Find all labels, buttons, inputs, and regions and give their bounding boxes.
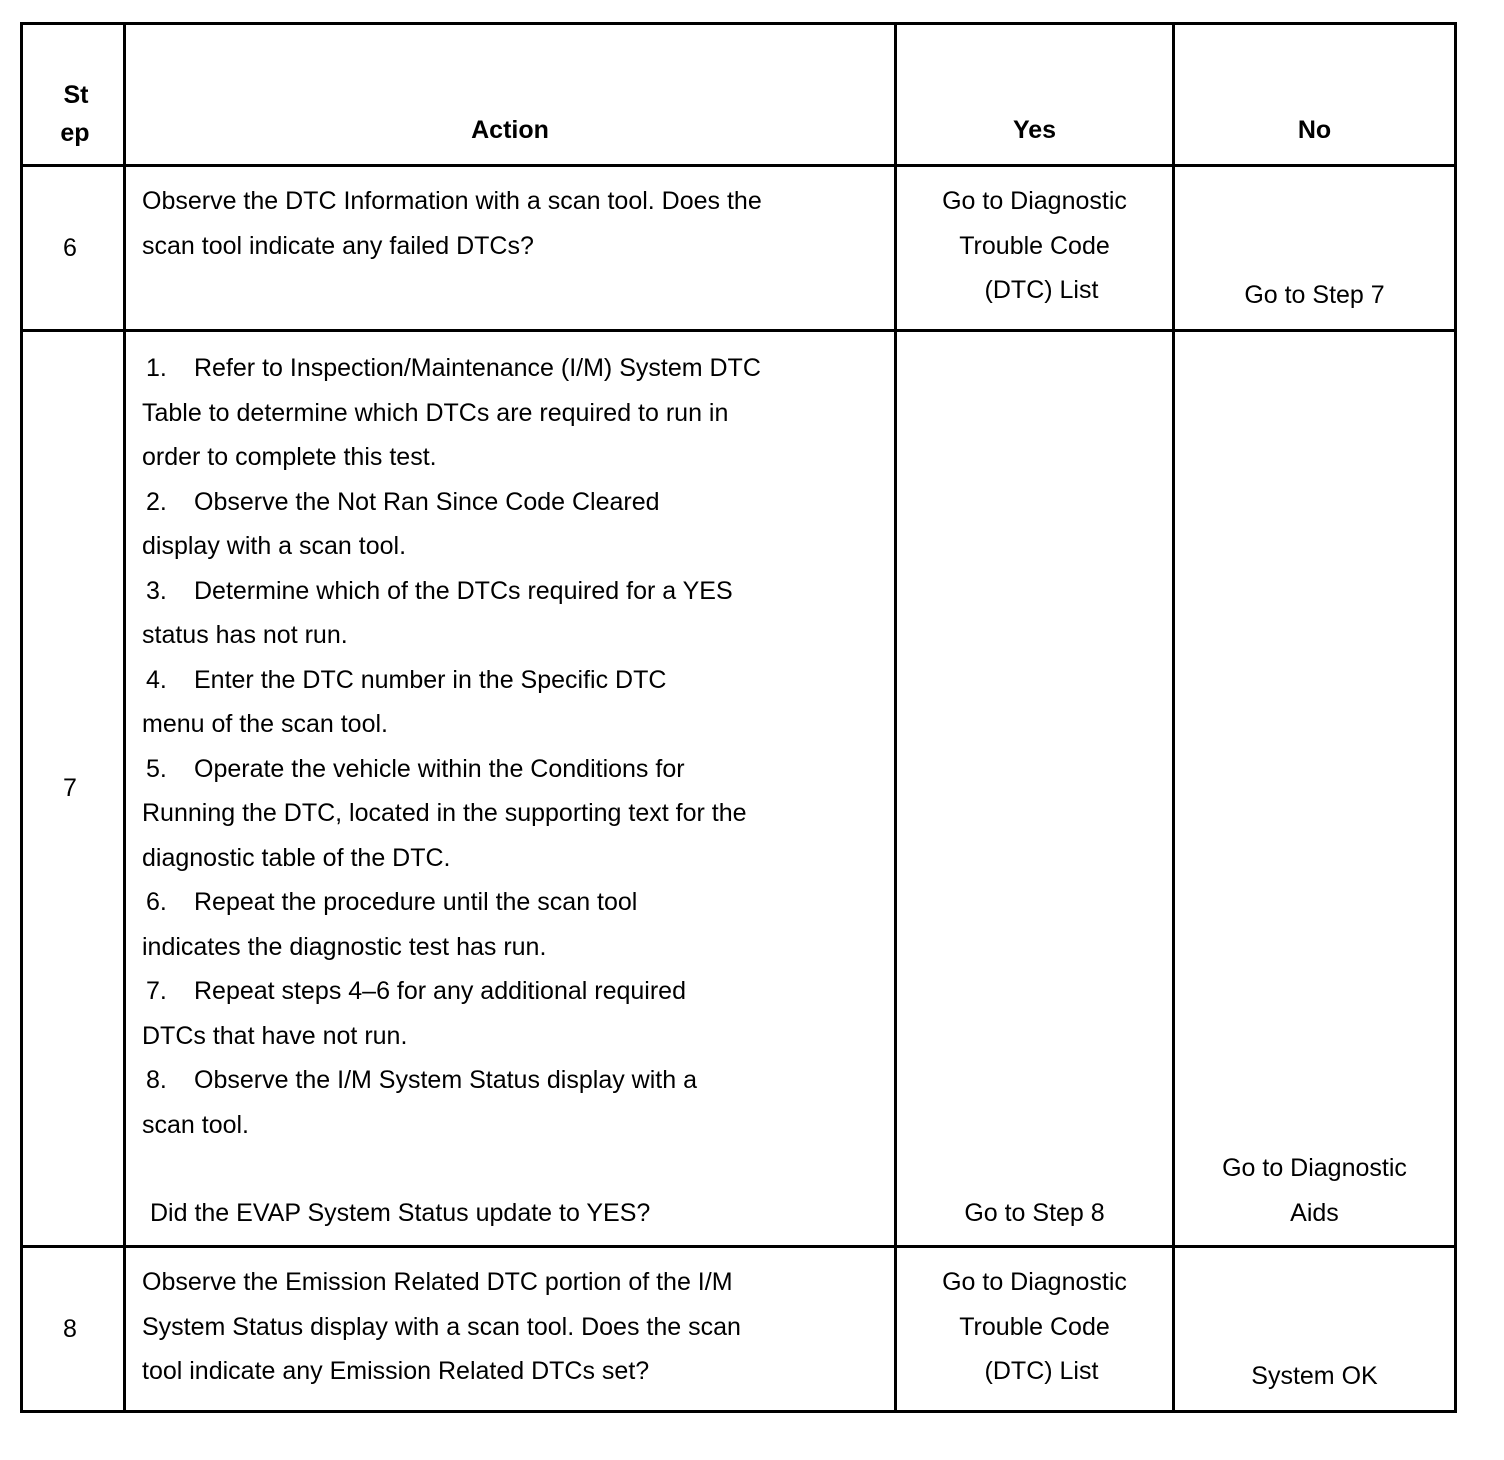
no-line: Aids	[1290, 1198, 1339, 1227]
list-item-number: 5.	[146, 754, 167, 783]
no-cell	[1174, 331, 1456, 1247]
step-question: Did the EVAP System Status update to YES?	[150, 1199, 651, 1227]
action-line: Observe the Emission Related DTC portion of the I/M	[142, 1268, 733, 1296]
yes-cell	[896, 1247, 1174, 1412]
list-item	[142, 1058, 864, 1103]
step-number: 8	[22, 1247, 125, 1412]
action-cell	[125, 331, 896, 1247]
list-item-number: 8.	[146, 1066, 167, 1094]
table-row-step-6	[22, 166, 1456, 331]
list-item-continuation: status has not run.	[142, 621, 348, 649]
list-item-text: Refer to Inspection/Maintenance (I/M) System DTC	[194, 354, 761, 382]
header-step-line1: St	[63, 81, 89, 109]
list-item	[142, 880, 864, 925]
diagnostic-step-table	[20, 22, 1457, 1413]
yes-line: Go to Diagnostic	[942, 1268, 1127, 1296]
list-item-continuation: Table to determine which DTCs are required to run in	[142, 398, 729, 427]
no-cell	[1174, 166, 1456, 331]
action-cell	[125, 166, 896, 331]
yes-line: Go to Diagnostic	[942, 187, 1127, 215]
no-cell	[1174, 1247, 1456, 1412]
list-item-continuation: DTCs that have not run.	[142, 1021, 408, 1050]
yes-line: Go to Step 8	[964, 1198, 1105, 1227]
no-line: Go to Diagnostic	[1222, 1154, 1407, 1182]
list-item	[142, 658, 864, 703]
table-row-step-7	[22, 331, 1456, 1247]
list-item	[142, 346, 864, 391]
yes-line: Trouble Code	[959, 231, 1110, 260]
list-item-number: 3.	[146, 576, 167, 605]
header-step-line2: ep	[60, 119, 90, 147]
action-line: tool indicate any Emission Related DTCs set?	[142, 1357, 650, 1385]
list-item-text: Observe the I/M System Status display with a	[194, 1066, 697, 1094]
yes-cell	[896, 331, 1174, 1247]
list-item-continuation: order to complete this test.	[142, 443, 437, 471]
yes-cell	[896, 166, 1174, 331]
table-row-step-8	[22, 1247, 1456, 1412]
list-item-text: Repeat steps 4–6 for any additional required	[194, 977, 686, 1005]
list-item-text: Enter the DTC number in the Specific DTC	[194, 665, 667, 694]
action-cell	[125, 1247, 896, 1412]
list-item-number: 2.	[146, 487, 167, 516]
header-action: Action	[125, 24, 896, 166]
list-item	[142, 747, 864, 792]
list-item-continuation: diagnostic table of the DTC.	[142, 843, 451, 872]
list-item-text: Observe the Not Ran Since Code Cleared	[194, 487, 660, 516]
list-item-text: Operate the vehicle within the Conditions for	[194, 754, 685, 783]
list-item	[142, 480, 864, 525]
list-item-number: 7.	[146, 977, 167, 1005]
list-item	[142, 569, 864, 614]
step-number: 7	[22, 331, 125, 1247]
list-item-continuation: Running the DTC, located in the supporting text for the	[142, 799, 747, 827]
list-item-continuation: scan tool.	[142, 1110, 250, 1139]
list-item-text: Determine which of the DTCs required for a YES	[194, 576, 733, 605]
action-line: Observe the DTC Information with a scan tool. Does the	[142, 187, 762, 215]
list-item-number: 4.	[146, 665, 167, 694]
table-header-row	[22, 24, 1456, 166]
yes-line: (DTC) List	[984, 1357, 1099, 1385]
yes-line: Trouble Code	[959, 1312, 1110, 1341]
list-item-continuation: indicates the diagnostic test has run.	[142, 932, 547, 961]
step-number: 6	[22, 166, 125, 331]
header-no: No	[1174, 24, 1456, 166]
action-line: System Status display with a scan tool. Does the scan	[142, 1312, 741, 1341]
header-step	[22, 24, 125, 166]
list-item-continuation: menu of the scan tool.	[142, 710, 388, 738]
yes-line: (DTC) List	[984, 276, 1099, 304]
list-item	[142, 969, 864, 1014]
list-item-text: Repeat the procedure until the scan tool	[194, 888, 638, 916]
no-line: Go to Step 7	[1244, 280, 1385, 309]
list-item-number: 6.	[146, 888, 167, 916]
header-yes: Yes	[896, 24, 1174, 166]
list-item-continuation: display with a scan tool.	[142, 532, 407, 560]
no-line: System OK	[1251, 1361, 1378, 1390]
list-item-number: 1.	[146, 354, 167, 382]
action-line: scan tool indicate any failed DTCs?	[142, 231, 534, 260]
